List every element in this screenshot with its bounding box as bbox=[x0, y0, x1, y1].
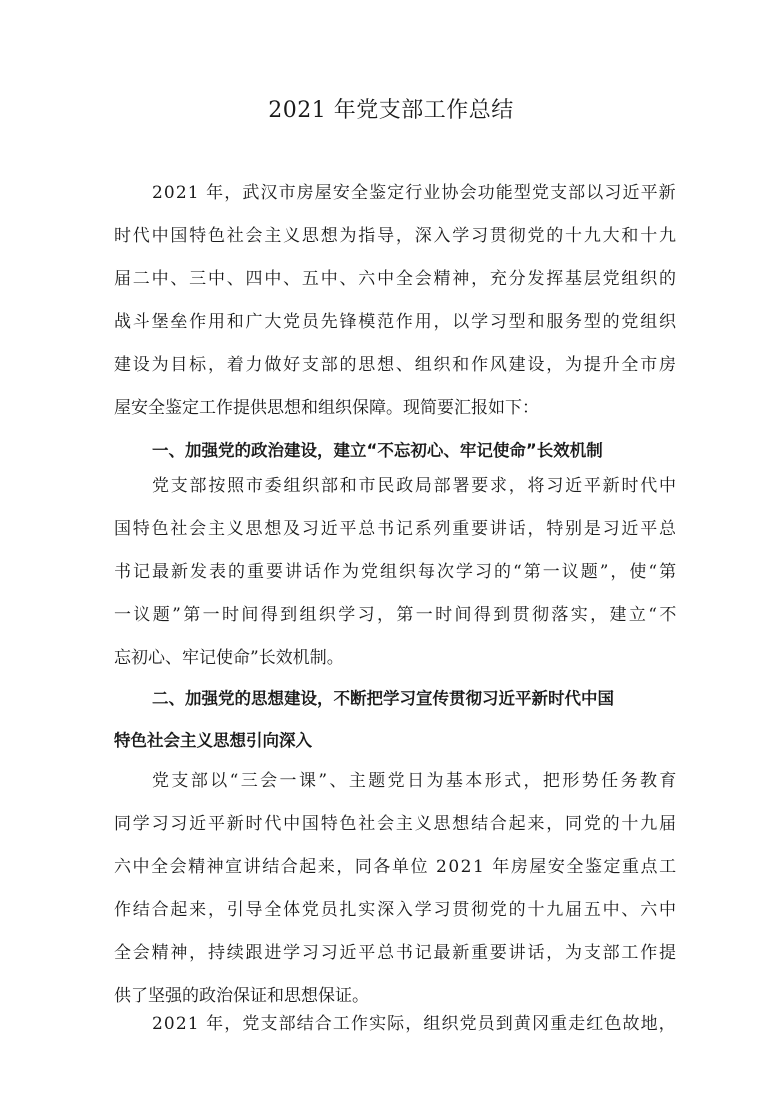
heading-line: 二、加强党的思想建设，不断把学习宣传贯彻习近平新时代中国 bbox=[152, 689, 614, 708]
paragraph-line: 建设为目标，着力做好支部的思想、组织和作风建设，为提升全市房 bbox=[114, 355, 678, 375]
paragraph-line: 屋安全鉴定工作提供思想和组织保障。现简要汇报如下： bbox=[114, 398, 539, 418]
paragraph-line: 作结合起来，引导全体党员扎实深入学习贯彻党的十九届五中、六中 bbox=[114, 900, 678, 920]
paragraph-line: 书记最新发表的重要讲话作为党组织每次学习的“第一议题”，使“第 bbox=[114, 562, 679, 582]
paragraph-section-1 bbox=[114, 465, 679, 680]
paragraph-line: 同学习习近平新时代中国特色社会主义思想结合起来，同党的十九届 bbox=[114, 814, 678, 834]
paragraph-line: 战斗堡垒作用和广大党员先锋模范作用，以学习型和服务型的党组织 bbox=[114, 312, 678, 332]
paragraph-intro bbox=[114, 172, 676, 430]
document-title: 2021 年党支部工作总结 bbox=[268, 98, 514, 123]
paragraph-line: 2021 年，武汉市房屋安全鉴定行业协会功能型党支部以习近平新 bbox=[152, 183, 677, 203]
paragraph-line: 全会精神，持续跟进学习习近平总书记最新重要讲话，为支部工作提 bbox=[114, 943, 678, 963]
paragraph-line: 忘初心、牢记使命”长效机制。 bbox=[114, 648, 344, 668]
paragraph-line: 届二中、三中、四中、五中、六中全会精神，充分发挥基层党组织的 bbox=[114, 269, 678, 289]
paragraph-line: 六中全会精神宣讲结合起来，同各单位 2021 年房屋安全鉴定重点工 bbox=[114, 857, 678, 877]
paragraph-line: 一议题”第一时间得到组织学习，第一时间得到贯彻落实，建立“不 bbox=[114, 605, 679, 625]
paragraph-line: 国特色社会主义思想及习近平总书记系列重要讲话，特别是习近平总 bbox=[114, 519, 678, 539]
paragraph-line: 党支部按照市委组织部和市民政局部署要求，将习近平新时代中 bbox=[152, 476, 678, 496]
paragraph-line: 2021 年，党支部结合工作实际，组织党员到黄冈重走红色故地， bbox=[152, 1014, 677, 1034]
section-heading-2 bbox=[114, 678, 676, 762]
paragraph-line: 时代中国特色社会主义思想为指导，深入学习贯彻党的十九大和十九 bbox=[114, 226, 678, 246]
paragraph-section-2-continued bbox=[114, 1003, 676, 1046]
paragraph-line: 供了坚强的政治保证和思想保证。 bbox=[114, 986, 369, 1006]
paragraph-line: 党支部以“三会一课”、主题党日为基本形式，把形势任务教育 bbox=[152, 771, 679, 791]
heading-line: 一、加强党的政治建设，建立“不忘初心、牢记使命”长效机制 bbox=[152, 441, 603, 460]
paragraph-section-2 bbox=[114, 760, 679, 1018]
heading-line: 特色社会主义思想引向深入 bbox=[114, 731, 312, 750]
